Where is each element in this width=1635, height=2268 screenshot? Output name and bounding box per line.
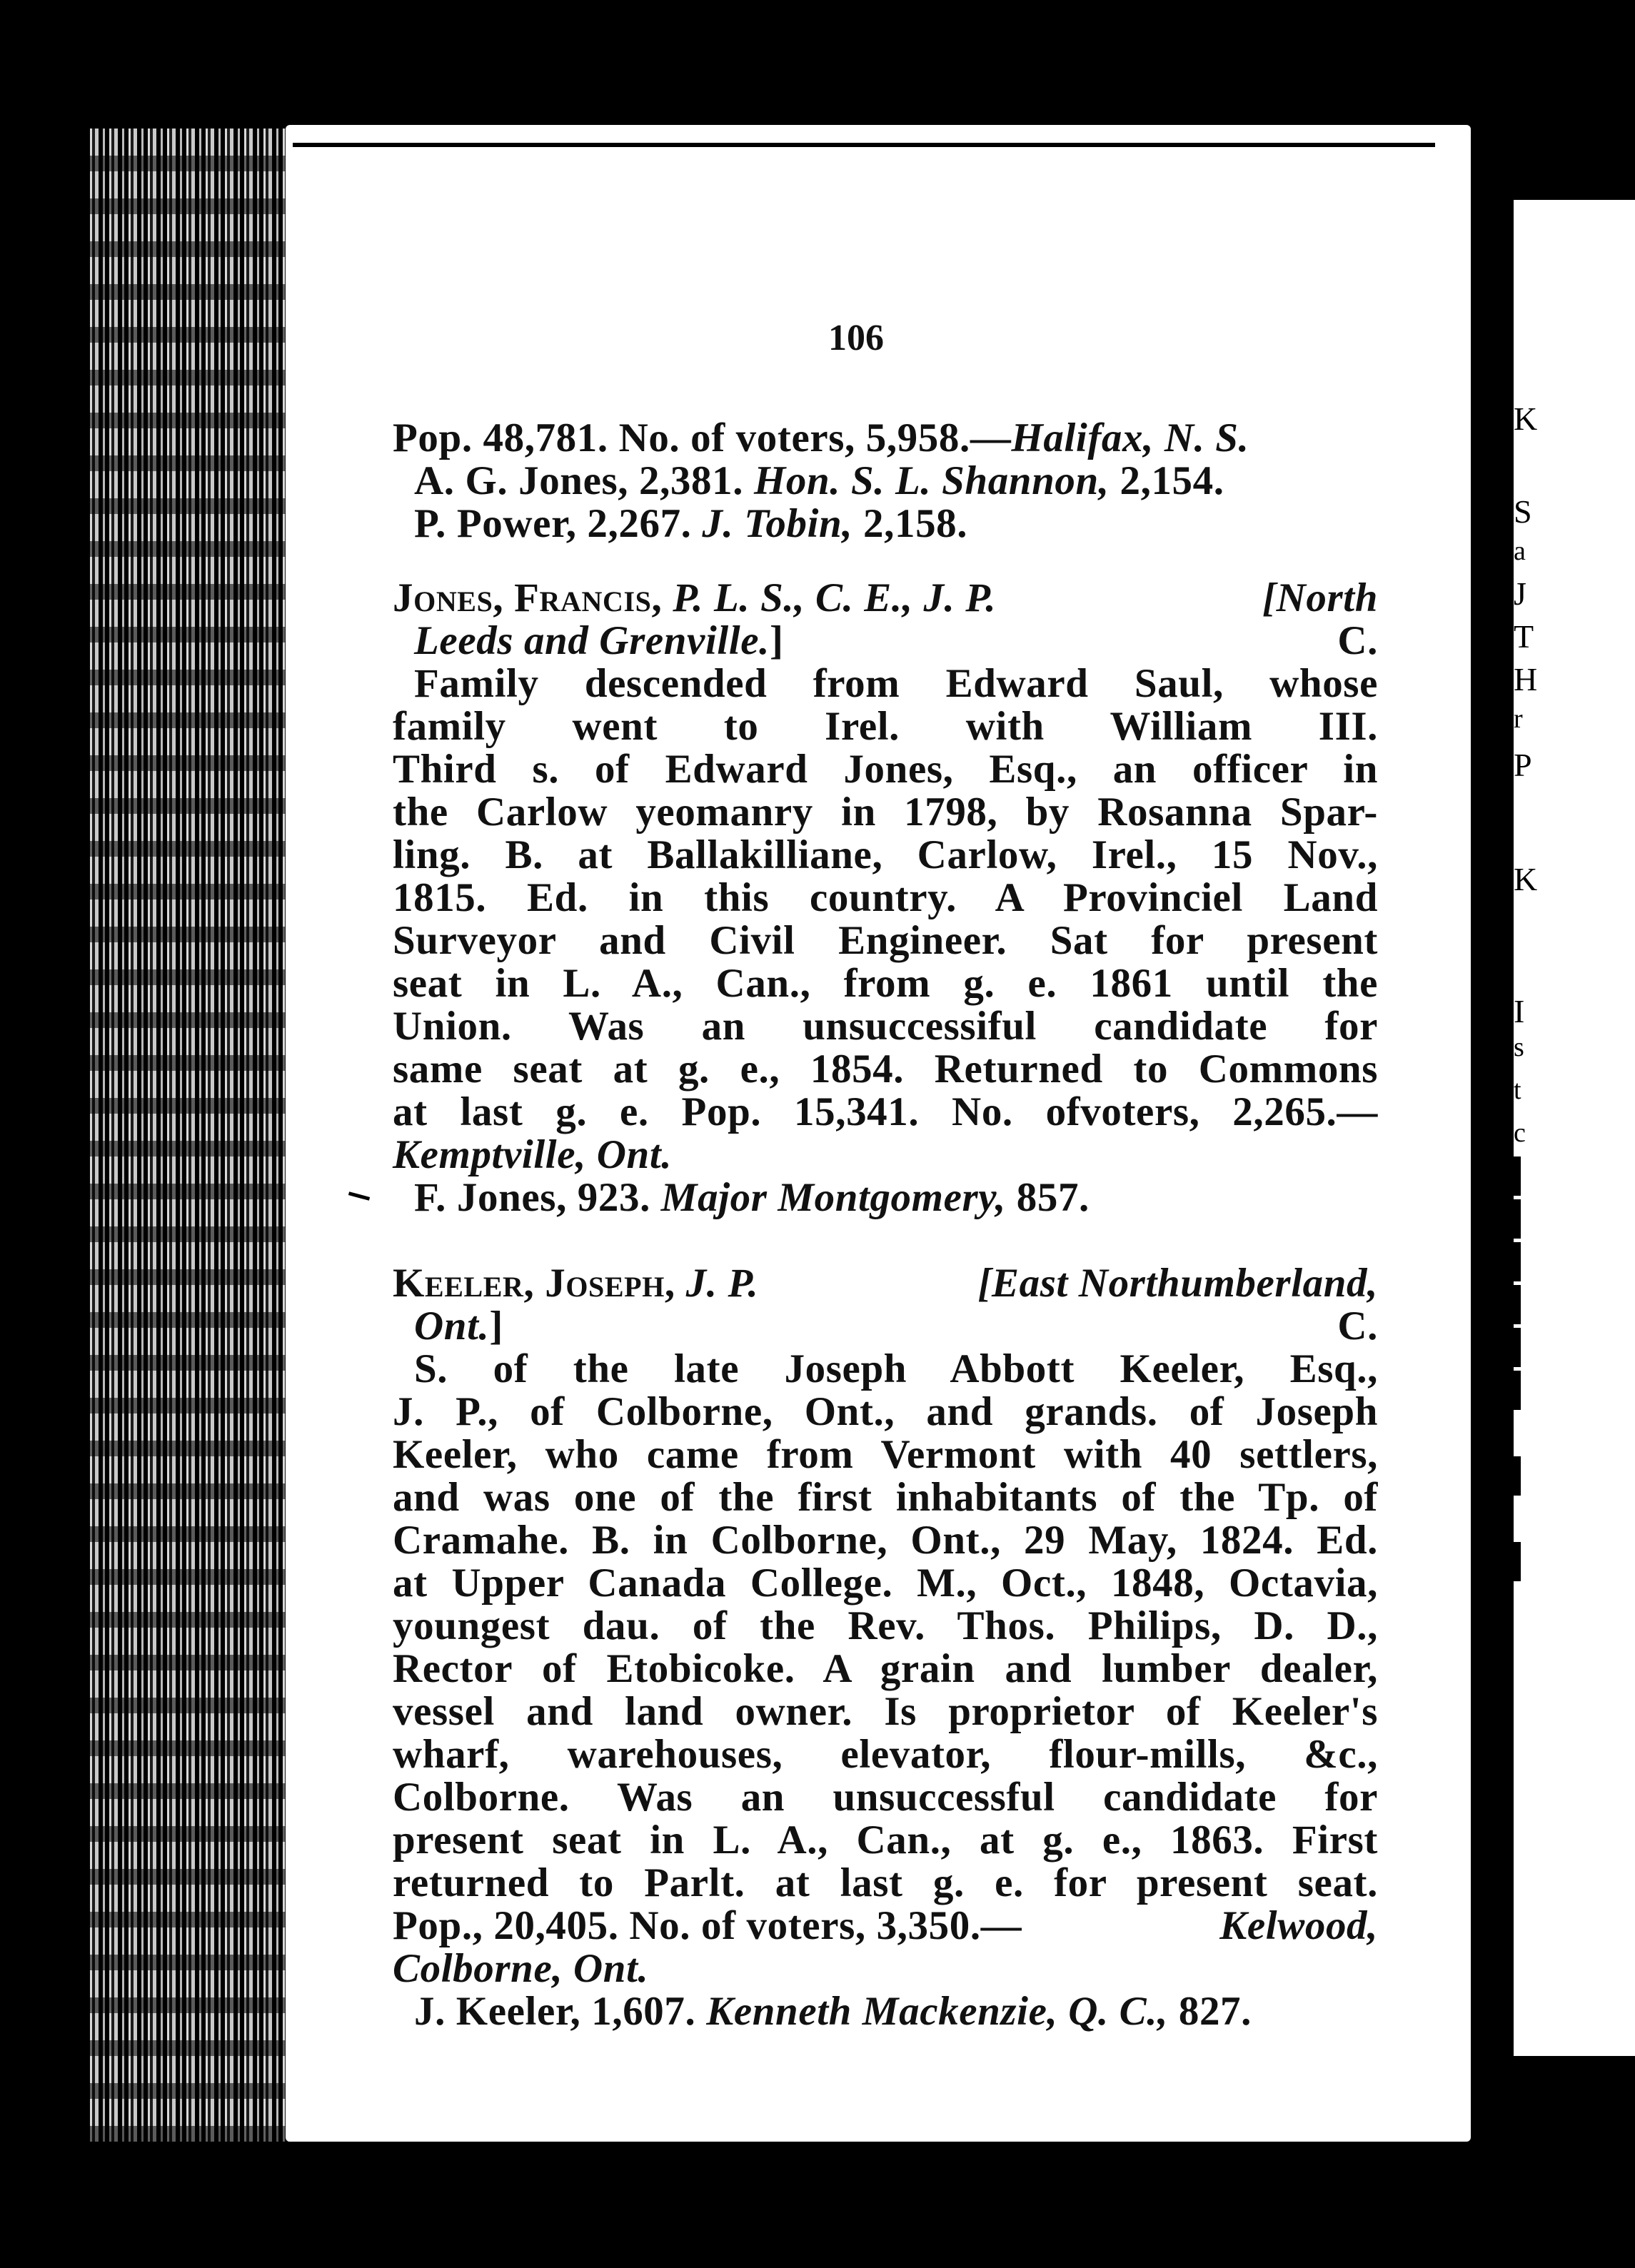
member-name: Keeler, Joseph,: [393, 1261, 675, 1306]
residence: Colborne, Ont.: [393, 1946, 649, 1991]
text-line: A. G. Jones, 2,381. Hon. S. L. Shannon, 2,154.: [414, 458, 1224, 503]
page-gutter: [1471, 164, 1506, 2092]
riding-name: Leeds and Grenville.: [414, 618, 770, 663]
text-line: and was one of the first inhabitants of the Tp. of: [393, 1475, 1378, 1520]
text-line: J. P., of Colborne, Ont., and grands. of Joseph: [393, 1389, 1378, 1434]
entry-heading-cont: Ont.] C.: [414, 1304, 1378, 1349]
adjacent-text-fragment: [1514, 1328, 1521, 1367]
adjacent-page-fragment: [1514, 200, 1635, 2056]
member-titles: P. L. S., C. E., J. P.: [673, 575, 997, 620]
riding-open: [East Northumberland,: [977, 1261, 1378, 1306]
text-line: 1815. Ed. in this country. A Provinciel Land: [393, 875, 1378, 920]
entry-heading: [393, 577, 1378, 620]
election-result: J. Keeler, 1,607. Kenneth Mackenzie, Q. C., 827.: [414, 1989, 1252, 2034]
riding-name: Ont.: [414, 1304, 490, 1349]
text-line: Cramahe. B. in Colborne, Ont., 29 May, 1824. Ed.: [393, 1518, 1378, 1563]
text-line: vessel and land owner. Is proprietor of Keeler's: [393, 1689, 1378, 1734]
adjacent-text-fragment: [1514, 1199, 1521, 1239]
text-line: wharf, warehouses, elevator, flour-mills, &c.,: [393, 1732, 1378, 1777]
book-spine-shadow: [86, 128, 293, 2142]
residence: Kemptville, Ont.: [393, 1132, 673, 1177]
adjacent-letter: K: [1514, 400, 1538, 437]
adjacent-text-fragment: [1514, 1242, 1521, 1281]
member-name: Jones, Francis,: [393, 575, 663, 620]
adjacent-letter: I: [1514, 993, 1525, 1029]
text-line: at last g. e. Pop. 15,341. No. ofvoters, 2,265.—: [393, 1089, 1378, 1134]
adjacent-letter: J: [1514, 575, 1526, 612]
text-line: Pop. 48,781. No. of voters, 5,958.—Halifax, N. S.: [393, 415, 1249, 460]
adjacent-letter: c: [1514, 1118, 1526, 1148]
text-line: Pop., 20,405. No. of voters, 3,350.— Kelwood,: [393, 1903, 1378, 1948]
text-line: returned to Parlt. at last g. e. for present seat.: [393, 1860, 1378, 1905]
page-number: 106: [828, 318, 884, 358]
text-line: at Upper Canada College. M., Oct., 1848, Octavia,: [393, 1561, 1378, 1606]
text-line: Rector of Etobicoke. A grain and lumber dealer,: [393, 1646, 1378, 1691]
adjacent-letter: s: [1514, 1032, 1524, 1062]
text-line: youngest dau. of the Rev. Thos. Philips, D. D.,: [393, 1603, 1378, 1648]
text-line: family went to Irel. with William III.: [393, 704, 1378, 749]
riding-open: [North: [1262, 575, 1378, 620]
entry-heading-cont: Leeds and Grenville.] C.: [414, 618, 1378, 663]
text-line: ling. B. at Ballakilliane, Carlow, Irel., 15 Nov.,: [393, 832, 1378, 877]
adjacent-letter: P: [1514, 747, 1532, 783]
text-line: Colborne. Was an unsuccessful candidate for: [393, 1775, 1378, 1820]
text-line: P. Power, 2,267. J. Tobin, 2,158.: [414, 501, 968, 546]
page-top-rule: [293, 143, 1435, 147]
text-line: Union. Was an unsuccessiful candidate for: [393, 1004, 1378, 1049]
adjacent-letter: H: [1514, 661, 1538, 697]
text-line: seat in L. A., Can., from g. e. 1861 until the: [393, 961, 1378, 1006]
election-result: F. Jones, 923. Major Montgomery, 857.: [414, 1175, 1090, 1220]
adjacent-text-fragment: [1514, 1542, 1521, 1581]
adjacent-letter: r: [1514, 704, 1523, 734]
adjacent-text-fragment: [1514, 1456, 1521, 1496]
entry-jones: [393, 577, 1378, 1219]
adjacent-text-fragment: [1514, 1156, 1521, 1196]
text-line: same seat at g. e., 1854. Returned to Commons: [393, 1047, 1378, 1092]
adjacent-letter: t: [1514, 1075, 1521, 1105]
text-line: the Carlow yeomanry in 1798, by Rosanna Spar-: [393, 790, 1378, 835]
party-label: C.: [1337, 618, 1378, 663]
text-line: Family descended from Edward Saul, whose: [414, 661, 1378, 706]
member-titles: J. P.: [685, 1261, 759, 1306]
adjacent-text-fragment: [1514, 1285, 1521, 1324]
adjacent-letter: a: [1514, 536, 1526, 566]
entry-keeler: [393, 1262, 1378, 2033]
party-label: C.: [1337, 1304, 1378, 1349]
text-line: Keeler, who came from Vermont with 40 settlers,: [393, 1432, 1378, 1477]
text-line: Third s. of Edward Jones, Esq., an officer in: [393, 747, 1378, 792]
adjacent-letter: T: [1514, 618, 1534, 655]
continued-entry: [393, 417, 1378, 545]
text-line: S. of the late Joseph Abbott Keeler, Esq.,: [414, 1346, 1378, 1391]
text-line: present seat in L. A., Can., at g. e., 1863. First: [393, 1818, 1378, 1863]
adjacent-letter: S: [1514, 493, 1532, 530]
text-line: Surveyor and Civil Engineer. Sat for present: [393, 918, 1378, 963]
entry-heading: [393, 1262, 1378, 1305]
adjacent-letter: K: [1514, 861, 1538, 897]
adjacent-text-fragment: [1514, 1371, 1521, 1410]
